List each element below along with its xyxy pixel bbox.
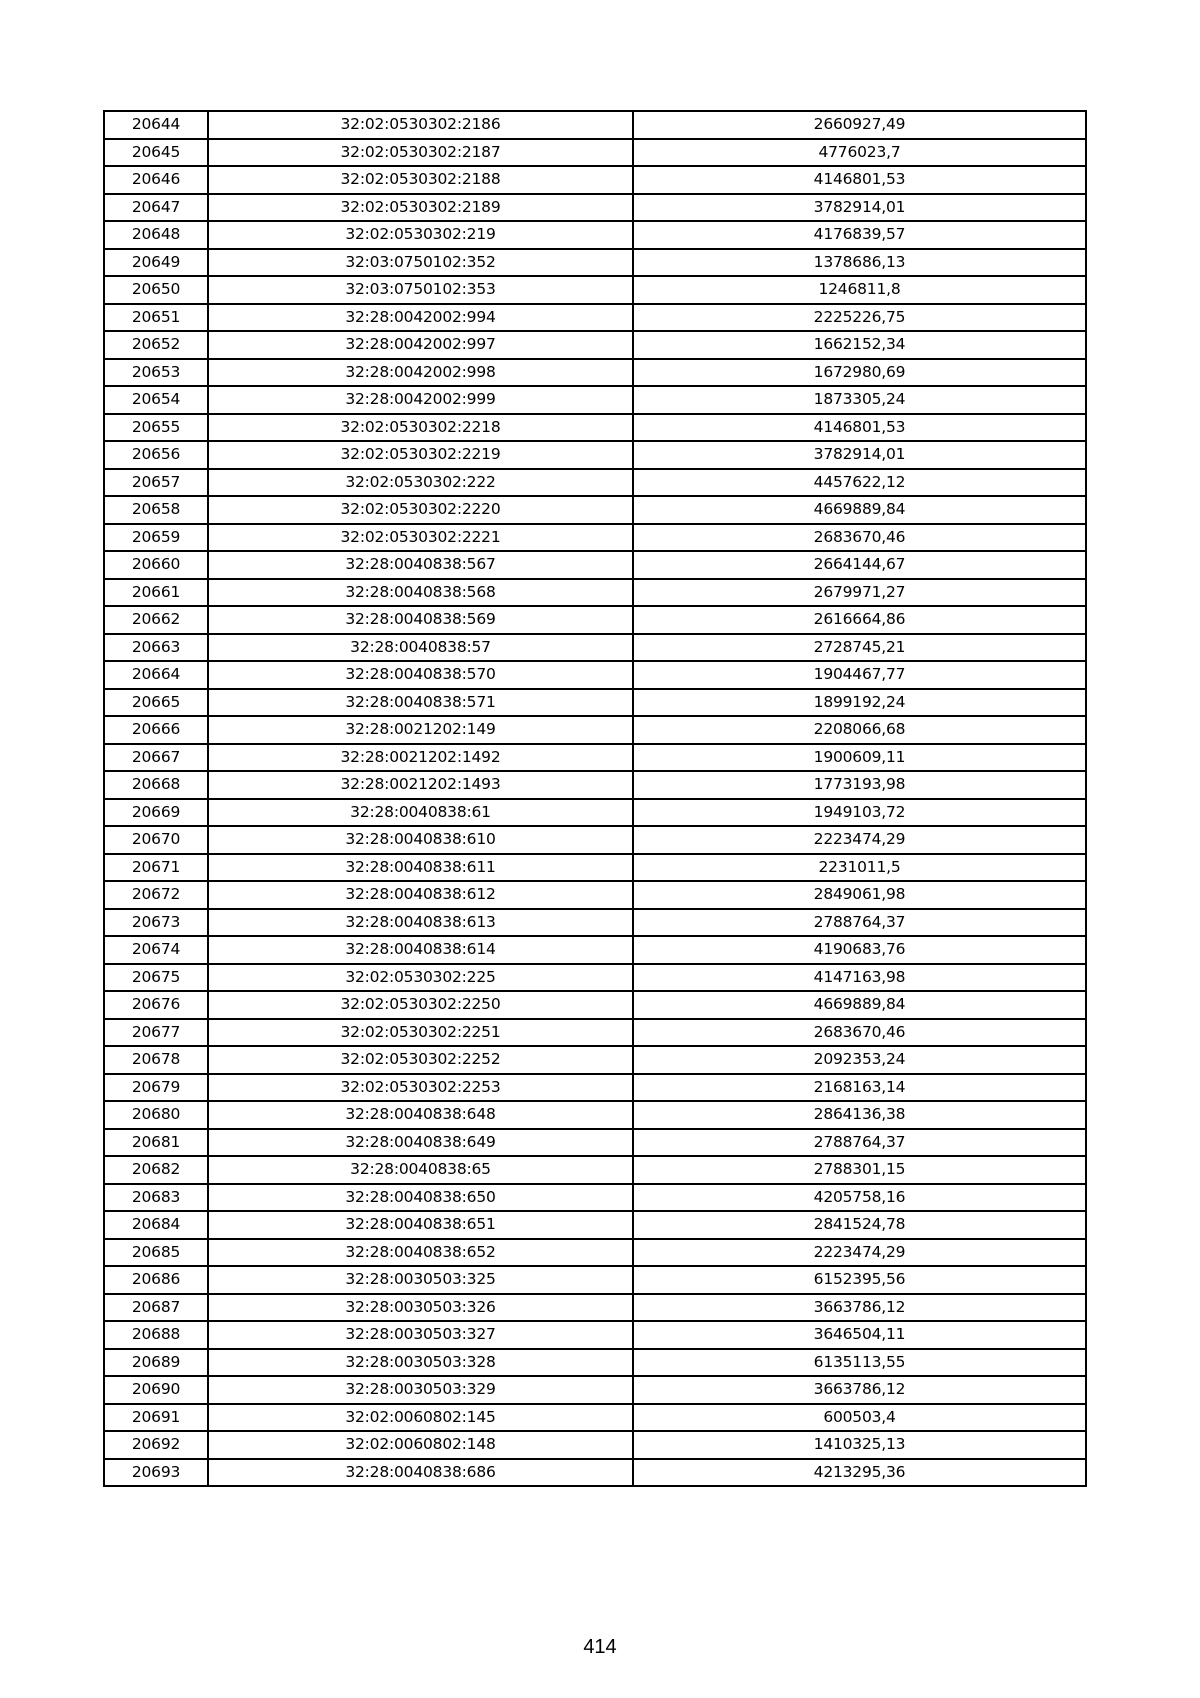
table-row (104, 854, 1086, 882)
cadastral-number-cell: 32:02:0530302:2220 (208, 496, 633, 524)
cadastral-number-cell: 32:28:0040838:610 (208, 826, 633, 854)
cadastral-value-cell: 4146801,53 (633, 414, 1086, 442)
cadastral-number-cell: 32:28:0042002:999 (208, 386, 633, 414)
cadastral-number-cell: 32:28:0040838:614 (208, 936, 633, 964)
table-row (104, 1101, 1086, 1129)
table-row (104, 496, 1086, 524)
table-row (104, 221, 1086, 249)
cadastral-value-cell: 1410325,13 (633, 1431, 1086, 1459)
cadastral-value-cell: 2728745,21 (633, 634, 1086, 662)
table-row (104, 139, 1086, 167)
table-row (104, 441, 1086, 469)
cadastral-number-cell: 32:28:0030503:328 (208, 1349, 633, 1377)
table-row (104, 744, 1086, 772)
table-row (104, 1156, 1086, 1184)
row-number-cell: 20684 (104, 1211, 208, 1239)
cadastral-value-cell: 2660927,49 (633, 111, 1086, 139)
row-number-cell: 20650 (104, 276, 208, 304)
page-number: 414 (583, 1636, 617, 1658)
table-row (104, 689, 1086, 717)
cadastral-value-cell: 4176839,57 (633, 221, 1086, 249)
cadastral-number-cell: 32:28:0040838:613 (208, 909, 633, 937)
row-number-cell: 20652 (104, 331, 208, 359)
cadastral-value-cell: 600503,4 (633, 1404, 1086, 1432)
cadastral-value-cell: 2616664,86 (633, 606, 1086, 634)
table-row (104, 1211, 1086, 1239)
cadastral-value-cell: 4190683,76 (633, 936, 1086, 964)
cadastral-number-cell: 32:02:0530302:2252 (208, 1046, 633, 1074)
table-row (104, 1184, 1086, 1212)
row-number-cell: 20664 (104, 661, 208, 689)
cadastral-value-cell: 2788764,37 (633, 909, 1086, 937)
cadastral-value-cell: 2208066,68 (633, 716, 1086, 744)
table-row (104, 1239, 1086, 1267)
cadastral-value-cell: 4147163,98 (633, 964, 1086, 992)
table-row (104, 634, 1086, 662)
row-number-cell: 20662 (104, 606, 208, 634)
cadastral-number-cell: 32:28:0040838:611 (208, 854, 633, 882)
cadastral-number-cell: 32:28:0042002:998 (208, 359, 633, 387)
table-row (104, 1459, 1086, 1487)
cadastral-value-cell: 1662152,34 (633, 331, 1086, 359)
row-number-cell: 20657 (104, 469, 208, 497)
row-number-cell: 20647 (104, 194, 208, 222)
row-number-cell: 20690 (104, 1376, 208, 1404)
table-row (104, 909, 1086, 937)
table-row (104, 1046, 1086, 1074)
table-row (104, 1019, 1086, 1047)
cadastral-number-cell: 32:02:0060802:145 (208, 1404, 633, 1432)
cadastral-number-cell: 32:02:0530302:2218 (208, 414, 633, 442)
row-number-cell: 20674 (104, 936, 208, 964)
row-number-cell: 20656 (104, 441, 208, 469)
cadastral-value-table (103, 110, 1087, 1487)
table-row (104, 771, 1086, 799)
cadastral-value-cell: 4457622,12 (633, 469, 1086, 497)
table-row (104, 386, 1086, 414)
table-row (104, 1404, 1086, 1432)
row-number-cell: 20665 (104, 689, 208, 717)
cadastral-number-cell: 32:28:0021202:1493 (208, 771, 633, 799)
row-number-cell: 20671 (104, 854, 208, 882)
table-row (104, 551, 1086, 579)
cadastral-number-cell: 32:02:0530302:2253 (208, 1074, 633, 1102)
table-body (104, 111, 1086, 1486)
cadastral-value-cell: 4213295,36 (633, 1459, 1086, 1487)
cadastral-number-cell: 32:28:0030503:326 (208, 1294, 633, 1322)
row-number-cell: 20663 (104, 634, 208, 662)
cadastral-number-cell: 32:02:0530302:2186 (208, 111, 633, 139)
cadastral-value-cell: 1899192,24 (633, 689, 1086, 717)
cadastral-number-cell: 32:28:0042002:994 (208, 304, 633, 332)
cadastral-value-cell: 3646504,11 (633, 1321, 1086, 1349)
cadastral-number-cell: 32:03:0750102:353 (208, 276, 633, 304)
row-number-cell: 20644 (104, 111, 208, 139)
table-row (104, 881, 1086, 909)
row-number-cell: 20658 (104, 496, 208, 524)
row-number-cell: 20676 (104, 991, 208, 1019)
table-row (104, 469, 1086, 497)
cadastral-value-cell: 2841524,78 (633, 1211, 1086, 1239)
row-number-cell: 20660 (104, 551, 208, 579)
row-number-cell: 20681 (104, 1129, 208, 1157)
cadastral-value-cell: 2231011,5 (633, 854, 1086, 882)
table-row (104, 249, 1086, 277)
table-row (104, 1074, 1086, 1102)
row-number-cell: 20645 (104, 139, 208, 167)
row-number-cell: 20667 (104, 744, 208, 772)
row-number-cell: 20661 (104, 579, 208, 607)
table-row (104, 1321, 1086, 1349)
row-number-cell: 20691 (104, 1404, 208, 1432)
cadastral-number-cell: 32:28:0040838:651 (208, 1211, 633, 1239)
cadastral-value-cell: 2225226,75 (633, 304, 1086, 332)
cadastral-value-cell: 1904467,77 (633, 661, 1086, 689)
table-row (104, 304, 1086, 332)
cadastral-value-cell: 3782914,01 (633, 194, 1086, 222)
cadastral-number-cell: 32:28:0021202:1492 (208, 744, 633, 772)
cadastral-value-cell: 4146801,53 (633, 166, 1086, 194)
cadastral-number-cell: 32:28:0040838:57 (208, 634, 633, 662)
cadastral-number-cell: 32:02:0530302:2189 (208, 194, 633, 222)
row-number-cell: 20648 (104, 221, 208, 249)
cadastral-number-cell: 32:28:0040838:686 (208, 1459, 633, 1487)
row-number-cell: 20687 (104, 1294, 208, 1322)
row-number-cell: 20672 (104, 881, 208, 909)
cadastral-value-cell: 4205758,16 (633, 1184, 1086, 1212)
table-row (104, 166, 1086, 194)
cadastral-value-cell: 1949103,72 (633, 799, 1086, 827)
cadastral-number-cell: 32:02:0530302:2219 (208, 441, 633, 469)
row-number-cell: 20689 (104, 1349, 208, 1377)
row-number-cell: 20677 (104, 1019, 208, 1047)
cadastral-value-cell: 2788301,15 (633, 1156, 1086, 1184)
cadastral-number-cell: 32:28:0030503:327 (208, 1321, 633, 1349)
table-row (104, 964, 1086, 992)
cadastral-value-cell: 1773193,98 (633, 771, 1086, 799)
cadastral-number-cell: 32:02:0530302:2251 (208, 1019, 633, 1047)
row-number-cell: 20678 (104, 1046, 208, 1074)
table-row (104, 799, 1086, 827)
row-number-cell: 20666 (104, 716, 208, 744)
cadastral-number-cell: 32:28:0040838:571 (208, 689, 633, 717)
table-row (104, 1266, 1086, 1294)
row-number-cell: 20655 (104, 414, 208, 442)
table-row (104, 1349, 1086, 1377)
row-number-cell: 20693 (104, 1459, 208, 1487)
cadastral-value-cell: 2223474,29 (633, 1239, 1086, 1267)
row-number-cell: 20649 (104, 249, 208, 277)
cadastral-number-cell: 32:28:0030503:329 (208, 1376, 633, 1404)
cadastral-value-cell: 4669889,84 (633, 496, 1086, 524)
cadastral-value-cell: 3782914,01 (633, 441, 1086, 469)
table-row (104, 716, 1086, 744)
table-row (104, 1431, 1086, 1459)
row-number-cell: 20653 (104, 359, 208, 387)
cadastral-value-cell: 2849061,98 (633, 881, 1086, 909)
row-number-cell: 20659 (104, 524, 208, 552)
cadastral-number-cell: 32:28:0040838:649 (208, 1129, 633, 1157)
row-number-cell: 20646 (104, 166, 208, 194)
cadastral-value-cell: 1873305,24 (633, 386, 1086, 414)
row-number-cell: 20675 (104, 964, 208, 992)
cadastral-number-cell: 32:28:0040838:568 (208, 579, 633, 607)
cadastral-number-cell: 32:02:0530302:2250 (208, 991, 633, 1019)
row-number-cell: 20682 (104, 1156, 208, 1184)
cadastral-value-cell: 1900609,11 (633, 744, 1086, 772)
cadastral-value-cell: 1672980,69 (633, 359, 1086, 387)
table-row (104, 414, 1086, 442)
table-row (104, 1129, 1086, 1157)
cadastral-number-cell: 32:02:0060802:148 (208, 1431, 633, 1459)
cadastral-value-cell: 2788764,37 (633, 1129, 1086, 1157)
table-row (104, 524, 1086, 552)
row-number-cell: 20669 (104, 799, 208, 827)
cadastral-number-cell: 32:28:0030503:325 (208, 1266, 633, 1294)
row-number-cell: 20692 (104, 1431, 208, 1459)
row-number-cell: 20668 (104, 771, 208, 799)
cadastral-value-cell: 2864136,38 (633, 1101, 1086, 1129)
cadastral-value-cell: 2168163,14 (633, 1074, 1086, 1102)
cadastral-value-cell: 2683670,46 (633, 524, 1086, 552)
row-number-cell: 20673 (104, 909, 208, 937)
table-row (104, 1376, 1086, 1404)
row-number-cell: 20685 (104, 1239, 208, 1267)
cadastral-number-cell: 32:02:0530302:2188 (208, 166, 633, 194)
table-row (104, 936, 1086, 964)
cadastral-value-cell: 2679971,27 (633, 579, 1086, 607)
cadastral-number-cell: 32:28:0040838:570 (208, 661, 633, 689)
cadastral-value-cell: 1246811,8 (633, 276, 1086, 304)
cadastral-number-cell: 32:02:0530302:2221 (208, 524, 633, 552)
table-row (104, 331, 1086, 359)
cadastral-number-cell: 32:28:0040838:612 (208, 881, 633, 909)
table-row (104, 276, 1086, 304)
cadastral-value-cell: 4776023,7 (633, 139, 1086, 167)
cadastral-number-cell: 32:02:0530302:219 (208, 221, 633, 249)
row-number-cell: 20686 (104, 1266, 208, 1294)
row-number-cell: 20680 (104, 1101, 208, 1129)
row-number-cell: 20688 (104, 1321, 208, 1349)
row-number-cell: 20654 (104, 386, 208, 414)
cadastral-value-cell: 2092353,24 (633, 1046, 1086, 1074)
row-number-cell: 20683 (104, 1184, 208, 1212)
cadastral-number-cell: 32:03:0750102:352 (208, 249, 633, 277)
cadastral-number-cell: 32:28:0040838:648 (208, 1101, 633, 1129)
cadastral-value-cell: 6152395,56 (633, 1266, 1086, 1294)
cadastral-value-cell: 2223474,29 (633, 826, 1086, 854)
cadastral-value-cell: 6135113,55 (633, 1349, 1086, 1377)
row-number-cell: 20670 (104, 826, 208, 854)
cadastral-number-cell: 32:28:0021202:149 (208, 716, 633, 744)
table-row (104, 1294, 1086, 1322)
row-number-cell: 20651 (104, 304, 208, 332)
table-row (104, 579, 1086, 607)
cadastral-value-cell: 4669889,84 (633, 991, 1086, 1019)
table-row (104, 661, 1086, 689)
table-row (104, 359, 1086, 387)
row-number-cell: 20679 (104, 1074, 208, 1102)
cadastral-number-cell: 32:28:0042002:997 (208, 331, 633, 359)
cadastral-number-cell: 32:28:0040838:650 (208, 1184, 633, 1212)
cadastral-value-cell: 3663786,12 (633, 1376, 1086, 1404)
cadastral-number-cell: 32:28:0040838:65 (208, 1156, 633, 1184)
cadastral-number-cell: 32:02:0530302:225 (208, 964, 633, 992)
cadastral-number-cell: 32:28:0040838:652 (208, 1239, 633, 1267)
table-row (104, 606, 1086, 634)
cadastral-number-cell: 32:28:0040838:567 (208, 551, 633, 579)
table-row (104, 111, 1086, 139)
cadastral-value-cell: 1378686,13 (633, 249, 1086, 277)
cadastral-number-cell: 32:28:0040838:569 (208, 606, 633, 634)
cadastral-value-cell: 2683670,46 (633, 1019, 1086, 1047)
cadastral-value-cell: 3663786,12 (633, 1294, 1086, 1322)
table-row (104, 991, 1086, 1019)
cadastral-number-cell: 32:02:0530302:222 (208, 469, 633, 497)
table-row (104, 194, 1086, 222)
cadastral-value-cell: 2664144,67 (633, 551, 1086, 579)
cadastral-number-cell: 32:02:0530302:2187 (208, 139, 633, 167)
cadastral-number-cell: 32:28:0040838:61 (208, 799, 633, 827)
table-row (104, 826, 1086, 854)
